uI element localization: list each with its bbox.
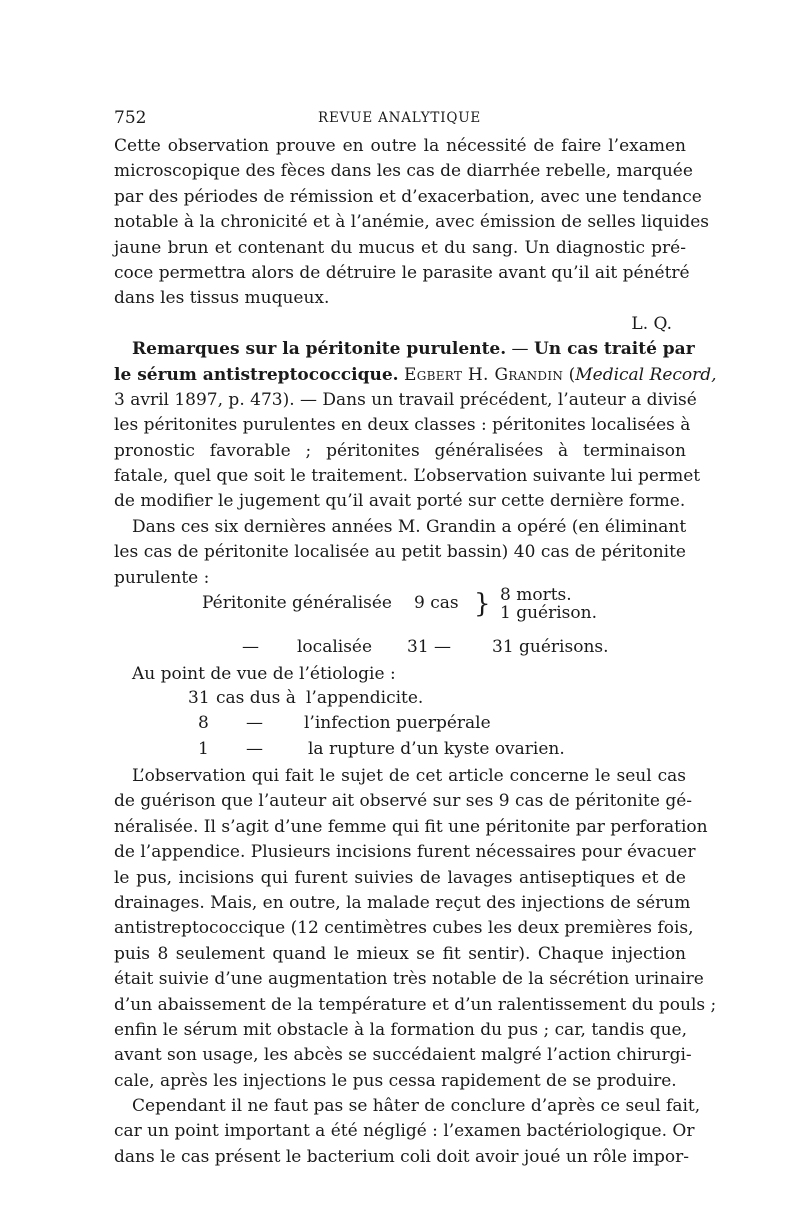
text-line: car un point important a été négligé : l’examen bactériologique. Or [114, 1121, 695, 1142]
text-line: coce permettra alors de détruire le parasite avant qu’il ait pénétré [114, 262, 690, 283]
body-paragraph [114, 764, 717, 1170]
etiology-row: 31 cas dus à l’appendicite. [188, 687, 424, 708]
article-title-line-2: le sérum antistreptococcique. Egbert H. Grandin (Medical Record, [114, 364, 717, 385]
text-line: Dans ces six dernières années M. Grandin a opéré (en éliminant [132, 516, 687, 537]
text-line: de l’appendice. Plusieurs incisions furent nécessaires pour évacuer [114, 842, 696, 863]
etiology-heading: Au point de vue de l’étiologie : [132, 664, 396, 685]
ditto-dash: — [242, 637, 259, 658]
table-row-label: Péritonite généralisée [202, 593, 392, 614]
text-line: les péritonites purulentes en deux classes : péritonites localisées à [114, 415, 691, 436]
text-line: L’observation qui fait le sujet de cet article concerne le seul cas [132, 765, 686, 786]
table-outcome: 8 morts. [500, 585, 572, 606]
text-line: Cependant il ne faut pas se hâter de conclure d’après ce seul fait, [132, 1096, 701, 1117]
statistics-row [114, 637, 686, 662]
article-title: Remarques sur la péritonite purulente. [132, 339, 507, 360]
statistics-table [114, 585, 686, 637]
text-line: 3 avril 1897, p. 473). — Dans un travail précédent, l’auteur a divisé [114, 389, 697, 410]
text-line: d’un abaissement de la température et d’un ralentissement du pouls ; [114, 994, 717, 1015]
table-row-count: 9 cas [414, 593, 459, 614]
text-line: les cas de péritonite localisée au petit bassin) 40 cas de péritonite [114, 542, 686, 563]
table-outcome: 31 guérisons. [492, 637, 609, 658]
text-line: le pus, incisions qui furent suivies de lavages antiseptiques et de [114, 867, 686, 888]
text-line: était suivie d’une augmentation très notable de la sécrétion urinaire [114, 969, 704, 990]
text-line: fatale, quel que soit le traitement. L’observation suivante lui permet [114, 466, 701, 487]
article [114, 337, 717, 591]
etiology-row: 8 — l’infection puerpérale [198, 713, 491, 734]
text-line: microscopique des fèces dans les cas de diarrhée rebelle, marquée [114, 161, 693, 182]
text-line: puis 8 seulement quand le mieux se fit sentir). Chaque injection [114, 943, 686, 964]
table-row-count: 31 — [407, 637, 452, 658]
page [114, 108, 717, 1170]
article-title-line: Remarques sur la péritonite purulente. — Un cas traité par [132, 339, 695, 360]
text-line: jaune brun et contenant du mucus et du sang. Un diagnostic pré- [114, 237, 686, 258]
text-line: enfin le sérum mit obstacle à la formation du pus ; car, tandis que, [114, 1019, 687, 1040]
article-author: Egbert H. Grandin [404, 364, 564, 385]
etiology-row: 1 — la rupture d’un kyste ovarien. [198, 738, 565, 759]
brace-icon: } [474, 589, 491, 620]
table-outcome: 1 guérison. [500, 603, 597, 624]
table-row-label: localisée [297, 637, 373, 658]
article-title-cont: Un cas traité par [533, 339, 695, 360]
text-line: drainages. Mais, en outre, la malade reçut des injections de sérum [114, 892, 691, 913]
running-title: REVUE ANALYTIQUE [318, 110, 482, 126]
text-line: cale, après les injections le pus cessa rapidement de se produire. [114, 1070, 677, 1091]
intro-paragraph [114, 134, 709, 312]
signature: L. Q. [631, 313, 672, 334]
text-line: Cette observation prouve en outre la nécessité de faire l’examen [114, 136, 686, 156]
text-line: purulente : [114, 567, 210, 588]
running-header [114, 108, 686, 134]
page-number: 752 [114, 108, 147, 128]
text-line: notable à la chronicité et à l’anémie, avec émission de selles liquides [114, 212, 709, 233]
text-line: avant son usage, les abcès se succédaient malgré l’action chirurgi- [114, 1045, 692, 1066]
text-line: néralisée. Il s’agit d’une femme qui fit une péritonite par perforation [114, 816, 708, 837]
text-line: par des périodes de rémission et d’exacerbation, avec une tendance [114, 186, 702, 207]
article-title-2: le sérum antistreptococcique. [114, 364, 399, 385]
text-line: antistreptococcique (12 centimètres cubes les deux premières fois, [114, 918, 694, 939]
text-line: dans le cas présent le bacterium coli doit avoir joué un rôle impor- [114, 1146, 689, 1167]
journal-name: Medical Record, [575, 364, 717, 385]
text-line: pronostic favorable ; péritonites généralisées à terminaison [114, 440, 686, 461]
text-line: de modifier le jugement qu’il avait porté sur cette dernière forme. [114, 491, 686, 512]
text-line: de guérison que l’auteur ait observé sur ses 9 cas de péritonite gé- [114, 791, 693, 812]
text-line: dans les tissus muqueux. [114, 288, 330, 309]
